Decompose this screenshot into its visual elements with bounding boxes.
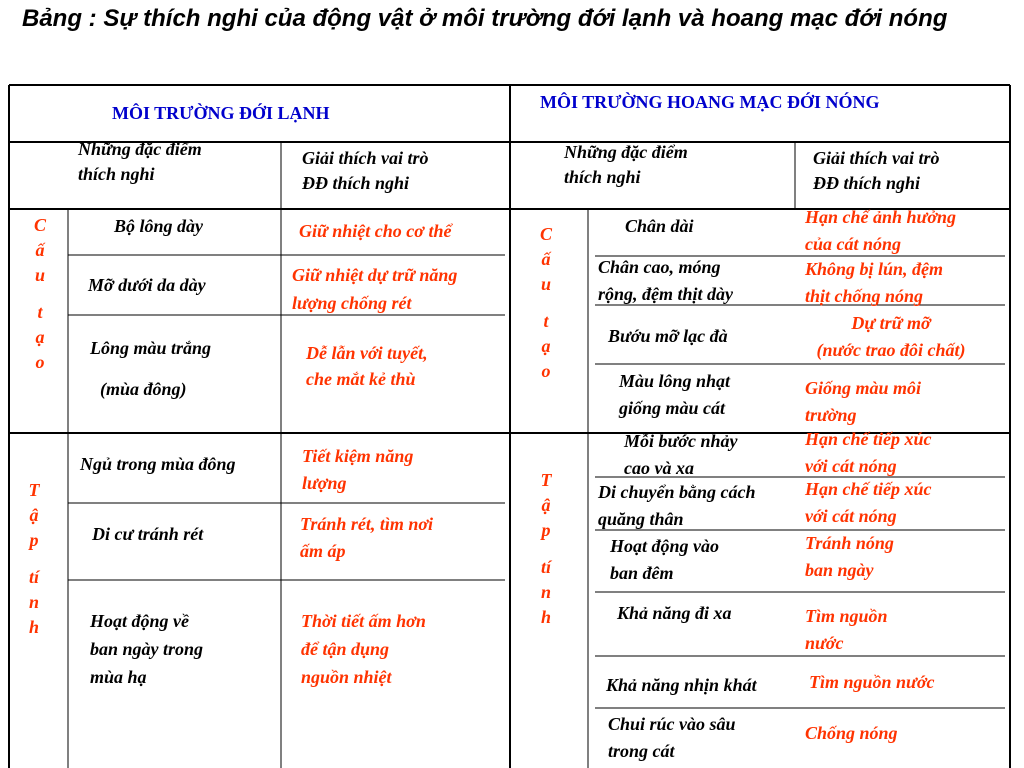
explain-line: của cát nóng bbox=[805, 234, 902, 254]
hot-habit-explain bbox=[805, 603, 888, 657]
hot-feature-header bbox=[564, 140, 688, 190]
hot-structure-feature bbox=[598, 254, 733, 308]
cold-habit-explain bbox=[302, 443, 413, 497]
hot-habit-explain: Tìm nguồn nước bbox=[809, 672, 935, 692]
feature-line: trong cát bbox=[608, 741, 675, 761]
feature-line: cao và xa bbox=[624, 458, 694, 478]
hot-habit-feature: Khả năng đi xa bbox=[617, 603, 732, 623]
hot-habit-label: T ậ p tí n h bbox=[540, 470, 552, 627]
hot-habit-feature: Khả năng nhịn khát bbox=[606, 675, 757, 695]
hot-habit-feature bbox=[610, 533, 719, 587]
feature-line: Chân cao, móng bbox=[598, 257, 721, 277]
cold-feature-header bbox=[78, 137, 202, 187]
hot-habit-explain bbox=[805, 426, 932, 480]
feature-line: Chui rúc vào sâu bbox=[608, 714, 736, 734]
explain-line: Giữ nhiệt dự trữ năng bbox=[292, 265, 458, 285]
hot-structure-explain bbox=[795, 310, 987, 364]
hot-habit-explain bbox=[805, 476, 932, 530]
explain-line: Hạn chế ảnh hưởng bbox=[805, 207, 956, 227]
header-line: Giải thích vai trò bbox=[302, 148, 429, 168]
hot-habit-feature bbox=[624, 428, 737, 482]
hot-structure-feature bbox=[619, 368, 730, 422]
cold-habit-label: T ậ p tí n h bbox=[28, 480, 40, 637]
header-line: Giải thích vai trò bbox=[813, 148, 940, 168]
cold-structure-explain bbox=[306, 340, 428, 392]
feature-line: giống màu cát bbox=[619, 398, 726, 418]
hot-habit-feature bbox=[598, 479, 756, 533]
cold-env-header: MÔI TRƯỜNG ĐỚI LẠNH bbox=[112, 103, 330, 123]
cold-structure-explain bbox=[292, 261, 457, 317]
feature-line: quăng thân bbox=[598, 509, 684, 529]
hot-habit-explain: Chống nóng bbox=[805, 723, 898, 743]
cold-structure-feature: Mỡ dưới da dày bbox=[88, 275, 206, 295]
explain-line: Dễ lẫn với tuyết, bbox=[306, 343, 428, 363]
explain-line: nguồn nhiệt bbox=[301, 667, 392, 687]
cold-structure-label: C ấ u t ạ o bbox=[33, 215, 46, 372]
explain-line: ban ngày bbox=[805, 560, 874, 580]
explain-line: Hạn chế tiếp xúc bbox=[805, 479, 932, 499]
feature-line: Hoạt động về bbox=[90, 611, 189, 631]
cold-habit-feature: Ngủ trong mùa đông bbox=[80, 454, 236, 474]
header-line: ĐĐ thích nghi bbox=[813, 173, 921, 193]
explain-line: che mắt kẻ thù bbox=[306, 369, 416, 389]
cold-structure-explain: Giữ nhiệt cho cơ thể bbox=[299, 221, 452, 241]
explain-line: Hạn chế tiếp xúc bbox=[805, 429, 932, 449]
cold-explain-header bbox=[302, 146, 429, 196]
hot-explain-header bbox=[813, 146, 940, 196]
cold-structure-feature: Bộ lông dày bbox=[114, 216, 204, 236]
feature-line: mùa hạ bbox=[90, 667, 147, 687]
feature-line: Mỗi bước nhảy bbox=[624, 431, 738, 451]
page-title: Bảng : Sự thích nghi của động vật ở môi trường đới lạnh và hoang mạc đới nóng bbox=[22, 5, 948, 32]
explain-line: Tiết kiệm năng bbox=[302, 446, 414, 466]
hot-env-header: MÔI TRƯỜNG HOANG MẠC ĐỚI NÓNG bbox=[540, 92, 880, 112]
cold-structure-feature: Lông màu trắng bbox=[90, 338, 212, 358]
explain-line: với cát nóng bbox=[805, 506, 897, 526]
explain-line: lượng bbox=[302, 473, 347, 493]
hot-habit-explain bbox=[805, 530, 894, 584]
hot-structure-feature: Chân dài bbox=[625, 216, 694, 236]
explain-line: Tìm nguồn bbox=[805, 606, 888, 626]
feature-line: rộng, đệm thịt dày bbox=[598, 284, 734, 304]
explain-line: để tận dụng bbox=[301, 639, 390, 659]
hot-structure-explain bbox=[805, 375, 921, 429]
explain-line: lượng chống rét bbox=[292, 293, 412, 313]
header-line: thích nghi bbox=[564, 167, 641, 187]
cold-structure-feature: (mùa đông) bbox=[100, 379, 187, 399]
explain-line: ấm áp bbox=[300, 541, 346, 561]
explain-line: Không bị lún, đệm bbox=[805, 259, 944, 279]
explain-line: thịt chống nóng bbox=[805, 286, 924, 306]
header-line: thích nghi bbox=[78, 164, 155, 184]
explain-line: trường bbox=[805, 405, 857, 425]
feature-line: ban ngày trong bbox=[90, 639, 204, 659]
explain-line: Tránh nóng bbox=[805, 533, 894, 553]
explain-line: Giống màu môi bbox=[805, 378, 922, 398]
explain-line: Dự trữ mỡ bbox=[851, 313, 931, 333]
explain-line: Tránh rét, tìm nơi bbox=[300, 514, 434, 534]
feature-line: Màu lông nhạt bbox=[619, 371, 731, 391]
hot-habit-feature bbox=[608, 711, 736, 765]
cold-habit-feature: Di cư tránh rét bbox=[92, 524, 204, 544]
explain-line: nước bbox=[805, 633, 844, 653]
hot-structure-feature: Bướu mỡ lạc đà bbox=[608, 326, 728, 346]
hot-structure-explain bbox=[805, 204, 956, 258]
header-line: Những đặc điểm bbox=[78, 139, 202, 159]
hot-structure-label: C ấ u t ạ o bbox=[539, 224, 552, 381]
cold-habit-explain bbox=[301, 607, 426, 691]
feature-line: Hoạt động vào bbox=[610, 536, 720, 556]
cold-habit-explain bbox=[300, 511, 433, 565]
hot-structure-explain bbox=[805, 256, 943, 310]
header-line: ĐĐ thích nghi bbox=[302, 173, 410, 193]
header-line: Những đặc điểm bbox=[564, 142, 688, 162]
explain-line: (nước trao đôi chất) bbox=[816, 340, 966, 360]
feature-line: Di chuyển bằng cách bbox=[598, 482, 756, 502]
feature-line: ban đêm bbox=[610, 563, 674, 583]
explain-line: Thời tiết ấm hơn bbox=[301, 611, 426, 631]
cold-habit-feature bbox=[90, 607, 203, 691]
explain-line: với cát nóng bbox=[805, 456, 897, 476]
